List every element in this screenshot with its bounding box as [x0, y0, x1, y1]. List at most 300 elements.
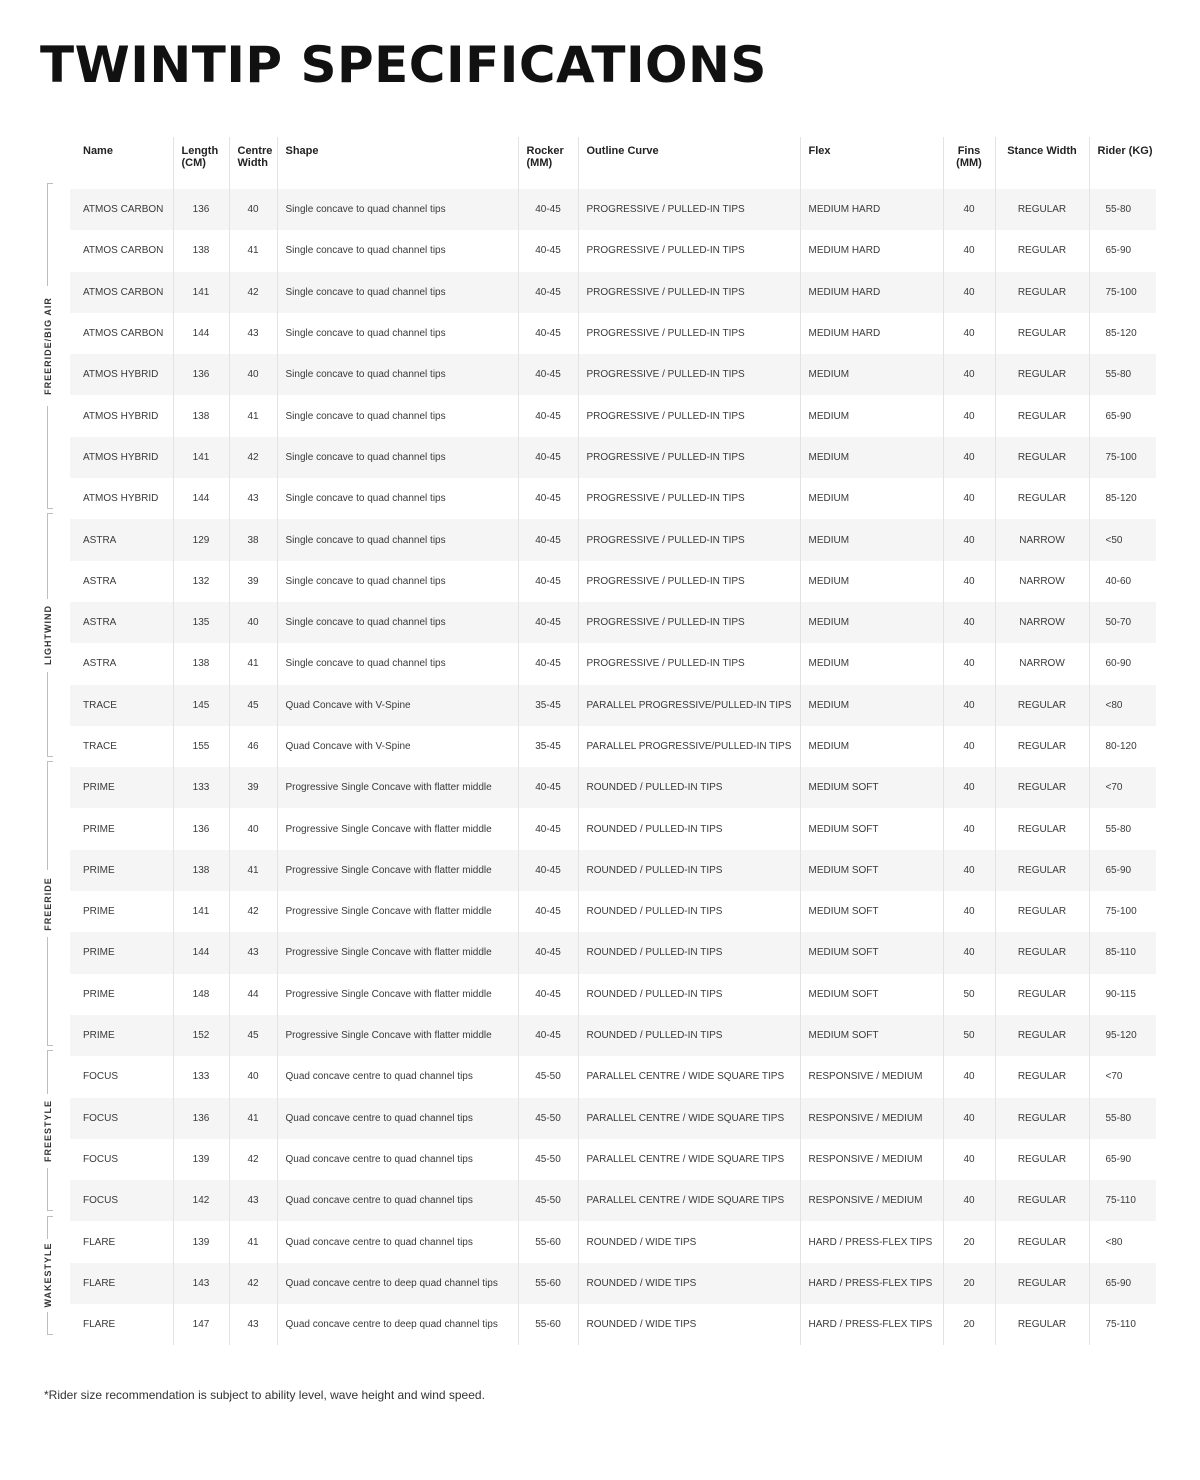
cell-centre-width: 40: [229, 354, 277, 395]
cell-flex: RESPONSIVE / MEDIUM: [800, 1139, 943, 1180]
cell-name: ATMOS HYBRID: [70, 395, 173, 436]
cell-fins: 40: [943, 726, 995, 767]
cell-rider: 65-90: [1089, 850, 1156, 891]
cell-length: 143: [173, 1263, 229, 1304]
cell-shape: Quad concave centre to deep quad channel tips: [277, 1304, 518, 1345]
cell-outline-curve: PARALLEL CENTRE / WIDE SQUARE TIPS: [578, 1139, 800, 1180]
cell-shape: Single concave to quad channel tips: [277, 313, 518, 354]
cell-shape: Quad concave centre to deep quad channel tips: [277, 1263, 518, 1304]
cell-rocker: 45-50: [518, 1139, 578, 1180]
cell-rocker: 45-50: [518, 1180, 578, 1221]
cell-stance-width: REGULAR: [995, 1098, 1089, 1139]
cell-rocker: 40-45: [518, 602, 578, 643]
cell-centre-width: 42: [229, 891, 277, 932]
cell-centre-width: 40: [229, 602, 277, 643]
cell-shape: Single concave to quad channel tips: [277, 519, 518, 560]
cell-rider: 95-120: [1089, 1015, 1156, 1056]
cell-centre-width: 41: [229, 230, 277, 271]
cell-centre-width: 45: [229, 1015, 277, 1056]
cell-flex: MEDIUM: [800, 354, 943, 395]
cell-rocker: 40-45: [518, 478, 578, 519]
cell-outline-curve: ROUNDED / PULLED-IN TIPS: [578, 850, 800, 891]
cell-stance-width: NARROW: [995, 643, 1089, 684]
table-row: [70, 643, 1156, 684]
cell-length: 139: [173, 1221, 229, 1262]
category-bracket: [40, 183, 56, 509]
cell-centre-width: 43: [229, 932, 277, 973]
cell-outline-curve: PARALLEL CENTRE / WIDE SQUARE TIPS: [578, 1180, 800, 1221]
cell-shape: Progressive Single Concave with flatter middle: [277, 850, 518, 891]
cell-outline-curve: PROGRESSIVE / PULLED-IN TIPS: [578, 519, 800, 560]
cell-stance-width: REGULAR: [995, 189, 1089, 230]
table-row: [70, 767, 1156, 808]
cell-outline-curve: PROGRESSIVE / PULLED-IN TIPS: [578, 602, 800, 643]
cell-rocker: 40-45: [518, 272, 578, 313]
table-row: [70, 932, 1156, 973]
header-fins: Fins (MM): [943, 137, 995, 189]
cell-centre-width: 42: [229, 272, 277, 313]
cell-outline-curve: PARALLEL CENTRE / WIDE SQUARE TIPS: [578, 1056, 800, 1097]
cell-fins: 40: [943, 437, 995, 478]
cell-rider: 55-80: [1089, 189, 1156, 230]
cell-length: 135: [173, 602, 229, 643]
cell-rocker: 40-45: [518, 437, 578, 478]
cell-name: PRIME: [70, 974, 173, 1015]
cell-stance-width: REGULAR: [995, 1263, 1089, 1304]
cell-fins: 40: [943, 685, 995, 726]
cell-name: PRIME: [70, 808, 173, 849]
cell-outline-curve: PROGRESSIVE / PULLED-IN TIPS: [578, 643, 800, 684]
cell-fins: 40: [943, 1098, 995, 1139]
cell-rocker: 40-45: [518, 767, 578, 808]
header-stance-width: Stance Width: [995, 137, 1089, 189]
cell-rider: 75-110: [1089, 1180, 1156, 1221]
cell-flex: MEDIUM HARD: [800, 272, 943, 313]
cell-shape: Progressive Single Concave with flatter middle: [277, 891, 518, 932]
cell-length: 138: [173, 395, 229, 436]
cell-name: ATMOS CARBON: [70, 230, 173, 271]
cell-rocker: 40-45: [518, 395, 578, 436]
cell-centre-width: 42: [229, 437, 277, 478]
cell-length: 129: [173, 519, 229, 560]
cell-fins: 40: [943, 561, 995, 602]
cell-outline-curve: PROGRESSIVE / PULLED-IN TIPS: [578, 354, 800, 395]
cell-length: 144: [173, 313, 229, 354]
cell-flex: MEDIUM SOFT: [800, 808, 943, 849]
cell-centre-width: 41: [229, 850, 277, 891]
cell-rider: 90-115: [1089, 974, 1156, 1015]
cell-stance-width: REGULAR: [995, 767, 1089, 808]
cell-centre-width: 39: [229, 561, 277, 602]
cell-rocker: 40-45: [518, 932, 578, 973]
cell-stance-width: REGULAR: [995, 478, 1089, 519]
cell-shape: Quad concave centre to quad channel tips: [277, 1056, 518, 1097]
cell-fins: 40: [943, 932, 995, 973]
cell-outline-curve: PROGRESSIVE / PULLED-IN TIPS: [578, 230, 800, 271]
cell-stance-width: REGULAR: [995, 850, 1089, 891]
cell-name: ATMOS HYBRID: [70, 478, 173, 519]
cell-flex: MEDIUM: [800, 478, 943, 519]
cell-length: 139: [173, 1139, 229, 1180]
cell-rocker: 40-45: [518, 1015, 578, 1056]
table-row: [70, 230, 1156, 271]
cell-rocker: 55-60: [518, 1263, 578, 1304]
cell-length: 141: [173, 272, 229, 313]
cell-centre-width: 39: [229, 767, 277, 808]
cell-flex: MEDIUM: [800, 726, 943, 767]
cell-name: FOCUS: [70, 1056, 173, 1097]
cell-rocker: 40-45: [518, 891, 578, 932]
cell-rocker: 45-50: [518, 1056, 578, 1097]
cell-shape: Quad concave centre to quad channel tips: [277, 1098, 518, 1139]
cell-rocker: 55-60: [518, 1304, 578, 1345]
table-row: [70, 602, 1156, 643]
cell-rocker: 40-45: [518, 313, 578, 354]
cell-name: ASTRA: [70, 602, 173, 643]
cell-centre-width: 41: [229, 1221, 277, 1262]
table-row: [70, 561, 1156, 602]
cell-fins: 40: [943, 189, 995, 230]
cell-stance-width: REGULAR: [995, 1056, 1089, 1097]
specifications-table: [70, 137, 1156, 1345]
header-flex: Flex: [800, 137, 943, 189]
category-label: WAKESTYLE: [43, 1242, 53, 1308]
cell-shape: Single concave to quad channel tips: [277, 437, 518, 478]
cell-stance-width: REGULAR: [995, 974, 1089, 1015]
cell-rocker: 40-45: [518, 974, 578, 1015]
cell-length: 147: [173, 1304, 229, 1345]
cell-flex: MEDIUM: [800, 643, 943, 684]
category-label: FREERIDE: [43, 876, 53, 931]
cell-outline-curve: PROGRESSIVE / PULLED-IN TIPS: [578, 272, 800, 313]
cell-outline-curve: PROGRESSIVE / PULLED-IN TIPS: [578, 561, 800, 602]
category-bracket: [40, 1050, 56, 1211]
cell-outline-curve: PROGRESSIVE / PULLED-IN TIPS: [578, 189, 800, 230]
cell-flex: MEDIUM: [800, 602, 943, 643]
cell-fins: 40: [943, 354, 995, 395]
cell-name: PRIME: [70, 932, 173, 973]
cell-stance-width: REGULAR: [995, 808, 1089, 849]
header-length: Length (CM): [173, 137, 229, 189]
category-label: LIGHTWIND: [43, 605, 53, 666]
cell-rocker: 40-45: [518, 850, 578, 891]
cell-fins: 50: [943, 974, 995, 1015]
cell-centre-width: 43: [229, 1180, 277, 1221]
cell-stance-width: REGULAR: [995, 1304, 1089, 1345]
table-row: [70, 808, 1156, 849]
category-bracket: [40, 761, 56, 1046]
cell-centre-width: 42: [229, 1139, 277, 1180]
cell-rider: 80-120: [1089, 726, 1156, 767]
cell-centre-width: 41: [229, 1098, 277, 1139]
header-shape: Shape: [277, 137, 518, 189]
cell-shape: Quad Concave with V-Spine: [277, 726, 518, 767]
cell-centre-width: 43: [229, 313, 277, 354]
cell-shape: Quad concave centre to quad channel tips: [277, 1180, 518, 1221]
table-row: [70, 313, 1156, 354]
cell-rider: 40-60: [1089, 561, 1156, 602]
cell-rocker: 35-45: [518, 685, 578, 726]
cell-flex: MEDIUM: [800, 395, 943, 436]
table-row: [70, 272, 1156, 313]
cell-shape: Single concave to quad channel tips: [277, 354, 518, 395]
table-row: [70, 974, 1156, 1015]
cell-rider: 75-110: [1089, 1304, 1156, 1345]
cell-stance-width: REGULAR: [995, 685, 1089, 726]
cell-name: TRACE: [70, 685, 173, 726]
cell-fins: 20: [943, 1263, 995, 1304]
table-row: [70, 189, 1156, 230]
table-row: [70, 354, 1156, 395]
cell-shape: Single concave to quad channel tips: [277, 395, 518, 436]
cell-rider: 65-90: [1089, 1263, 1156, 1304]
cell-fins: 40: [943, 850, 995, 891]
cell-outline-curve: ROUNDED / PULLED-IN TIPS: [578, 891, 800, 932]
cell-fins: 40: [943, 767, 995, 808]
cell-rocker: 40-45: [518, 561, 578, 602]
cell-centre-width: 41: [229, 643, 277, 684]
table-row: [70, 1263, 1156, 1304]
cell-flex: MEDIUM: [800, 685, 943, 726]
cell-stance-width: REGULAR: [995, 230, 1089, 271]
cell-shape: Progressive Single Concave with flatter middle: [277, 767, 518, 808]
cell-outline-curve: PARALLEL PROGRESSIVE/PULLED-IN TIPS: [578, 726, 800, 767]
cell-shape: Quad Concave with V-Spine: [277, 685, 518, 726]
cell-flex: MEDIUM: [800, 561, 943, 602]
cell-fins: 40: [943, 230, 995, 271]
cell-fins: 40: [943, 1139, 995, 1180]
cell-rider: <80: [1089, 1221, 1156, 1262]
cell-flex: MEDIUM: [800, 437, 943, 478]
table-body: [70, 189, 1156, 1345]
cell-rider: 85-110: [1089, 932, 1156, 973]
cell-outline-curve: PROGRESSIVE / PULLED-IN TIPS: [578, 437, 800, 478]
cell-rider: 55-80: [1089, 1098, 1156, 1139]
cell-fins: 40: [943, 643, 995, 684]
cell-flex: MEDIUM SOFT: [800, 974, 943, 1015]
cell-shape: Single concave to quad channel tips: [277, 189, 518, 230]
cell-stance-width: REGULAR: [995, 1015, 1089, 1056]
header-rocker: Rocker (MM): [518, 137, 578, 189]
table-row: [70, 1056, 1156, 1097]
cell-length: 132: [173, 561, 229, 602]
cell-length: 136: [173, 354, 229, 395]
header-centre-width: Centre Width: [229, 137, 277, 189]
cell-stance-width: REGULAR: [995, 1221, 1089, 1262]
table-row: [70, 1139, 1156, 1180]
cell-outline-curve: PARALLEL PROGRESSIVE/PULLED-IN TIPS: [578, 685, 800, 726]
cell-length: 138: [173, 230, 229, 271]
cell-shape: Quad concave centre to quad channel tips: [277, 1139, 518, 1180]
cell-fins: 40: [943, 519, 995, 560]
cell-outline-curve: PROGRESSIVE / PULLED-IN TIPS: [578, 313, 800, 354]
cell-rocker: 40-45: [518, 519, 578, 560]
cell-flex: RESPONSIVE / MEDIUM: [800, 1098, 943, 1139]
cell-stance-width: REGULAR: [995, 932, 1089, 973]
cell-rocker: 40-45: [518, 354, 578, 395]
cell-length: 136: [173, 808, 229, 849]
cell-centre-width: 41: [229, 395, 277, 436]
cell-rocker: 40-45: [518, 230, 578, 271]
cell-centre-width: 38: [229, 519, 277, 560]
cell-rider: 65-90: [1089, 230, 1156, 271]
cell-stance-width: NARROW: [995, 519, 1089, 560]
cell-shape: Single concave to quad channel tips: [277, 643, 518, 684]
cell-rider: 85-120: [1089, 313, 1156, 354]
cell-name: FLARE: [70, 1221, 173, 1262]
cell-name: FOCUS: [70, 1180, 173, 1221]
cell-shape: Single concave to quad channel tips: [277, 272, 518, 313]
cell-outline-curve: ROUNDED / PULLED-IN TIPS: [578, 932, 800, 973]
cell-name: TRACE: [70, 726, 173, 767]
cell-fins: 40: [943, 602, 995, 643]
cell-length: 144: [173, 932, 229, 973]
cell-name: PRIME: [70, 850, 173, 891]
cell-fins: 40: [943, 272, 995, 313]
header-rider: Rider (KG): [1089, 137, 1156, 189]
cell-outline-curve: PARALLEL CENTRE / WIDE SQUARE TIPS: [578, 1098, 800, 1139]
cell-rider: 65-90: [1089, 1139, 1156, 1180]
table-header-row: [70, 137, 1156, 189]
table-row: [70, 395, 1156, 436]
cell-stance-width: NARROW: [995, 561, 1089, 602]
category-bracket: [40, 513, 56, 757]
cell-flex: MEDIUM SOFT: [800, 1015, 943, 1056]
cell-stance-width: REGULAR: [995, 313, 1089, 354]
cell-flex: MEDIUM HARD: [800, 189, 943, 230]
cell-shape: Single concave to quad channel tips: [277, 478, 518, 519]
cell-rocker: 55-60: [518, 1221, 578, 1262]
cell-name: PRIME: [70, 1015, 173, 1056]
cell-rider: <70: [1089, 1056, 1156, 1097]
cell-centre-width: 44: [229, 974, 277, 1015]
cell-centre-width: 45: [229, 685, 277, 726]
cell-rider: 75-100: [1089, 891, 1156, 932]
cell-flex: MEDIUM: [800, 519, 943, 560]
cell-stance-width: REGULAR: [995, 1180, 1089, 1221]
table-row: [70, 1304, 1156, 1345]
cell-rider: <70: [1089, 767, 1156, 808]
table-row: [70, 850, 1156, 891]
cell-length: 141: [173, 891, 229, 932]
cell-rider: 85-120: [1089, 478, 1156, 519]
cell-length: 142: [173, 1180, 229, 1221]
cell-outline-curve: ROUNDED / WIDE TIPS: [578, 1263, 800, 1304]
cell-flex: MEDIUM HARD: [800, 230, 943, 271]
table-row: [70, 726, 1156, 767]
cell-name: FLARE: [70, 1304, 173, 1345]
cell-outline-curve: ROUNDED / PULLED-IN TIPS: [578, 767, 800, 808]
cell-shape: Progressive Single Concave with flatter middle: [277, 974, 518, 1015]
cell-rider: <50: [1089, 519, 1156, 560]
cell-stance-width: REGULAR: [995, 1139, 1089, 1180]
cell-centre-width: 40: [229, 808, 277, 849]
cell-rocker: 40-45: [518, 808, 578, 849]
cell-outline-curve: PROGRESSIVE / PULLED-IN TIPS: [578, 478, 800, 519]
cell-fins: 40: [943, 478, 995, 519]
cell-fins: 40: [943, 808, 995, 849]
table-row: [70, 437, 1156, 478]
cell-stance-width: REGULAR: [995, 726, 1089, 767]
cell-outline-curve: ROUNDED / WIDE TIPS: [578, 1221, 800, 1262]
category-bracket: [40, 1216, 56, 1336]
cell-stance-width: NARROW: [995, 602, 1089, 643]
cell-length: 138: [173, 850, 229, 891]
cell-flex: RESPONSIVE / MEDIUM: [800, 1180, 943, 1221]
cell-flex: HARD / PRESS-FLEX TIPS: [800, 1304, 943, 1345]
cell-flex: MEDIUM SOFT: [800, 767, 943, 808]
cell-flex: MEDIUM SOFT: [800, 932, 943, 973]
cell-centre-width: 43: [229, 478, 277, 519]
cell-length: 155: [173, 726, 229, 767]
cell-flex: RESPONSIVE / MEDIUM: [800, 1056, 943, 1097]
cell-fins: 40: [943, 1056, 995, 1097]
category-label: FREERIDE/BIG AIR: [43, 297, 53, 396]
cell-shape: Progressive Single Concave with flatter middle: [277, 932, 518, 973]
cell-name: PRIME: [70, 767, 173, 808]
footnote: *Rider size recommendation is subject to ability level, wave height and wind speed.: [44, 1388, 485, 1402]
cell-length: 133: [173, 1056, 229, 1097]
table-row: [70, 519, 1156, 560]
cell-rocker: 45-50: [518, 1098, 578, 1139]
cell-outline-curve: ROUNDED / PULLED-IN TIPS: [578, 1015, 800, 1056]
cell-centre-width: 42: [229, 1263, 277, 1304]
table-row: [70, 891, 1156, 932]
cell-length: 136: [173, 1098, 229, 1139]
header-outline-curve: Outline Curve: [578, 137, 800, 189]
cell-length: 145: [173, 685, 229, 726]
cell-outline-curve: ROUNDED / PULLED-IN TIPS: [578, 974, 800, 1015]
cell-length: 152: [173, 1015, 229, 1056]
cell-name: ASTRA: [70, 561, 173, 602]
cell-flex: MEDIUM HARD: [800, 313, 943, 354]
table-row: [70, 478, 1156, 519]
cell-fins: 40: [943, 313, 995, 354]
cell-rider: 60-90: [1089, 643, 1156, 684]
cell-fins: 20: [943, 1221, 995, 1262]
cell-rocker: 35-45: [518, 726, 578, 767]
cell-stance-width: REGULAR: [995, 437, 1089, 478]
table-row: [70, 1180, 1156, 1221]
cell-name: ATMOS CARBON: [70, 313, 173, 354]
cell-stance-width: REGULAR: [995, 891, 1089, 932]
cell-name: ATMOS HYBRID: [70, 354, 173, 395]
cell-rider: 75-100: [1089, 272, 1156, 313]
cell-outline-curve: ROUNDED / WIDE TIPS: [578, 1304, 800, 1345]
cell-fins: 40: [943, 395, 995, 436]
cell-flex: MEDIUM SOFT: [800, 891, 943, 932]
cell-flex: MEDIUM SOFT: [800, 850, 943, 891]
cell-name: ASTRA: [70, 643, 173, 684]
table-row: [70, 685, 1156, 726]
cell-centre-width: 40: [229, 1056, 277, 1097]
cell-name: FOCUS: [70, 1098, 173, 1139]
header-name: Name: [83, 145, 113, 157]
cell-name: ATMOS CARBON: [70, 189, 173, 230]
cell-stance-width: REGULAR: [995, 395, 1089, 436]
cell-fins: 40: [943, 891, 995, 932]
cell-rider: 55-80: [1089, 354, 1156, 395]
cell-outline-curve: ROUNDED / PULLED-IN TIPS: [578, 808, 800, 849]
cell-name: ATMOS HYBRID: [70, 437, 173, 478]
cell-centre-width: 43: [229, 1304, 277, 1345]
cell-name: PRIME: [70, 891, 173, 932]
cell-rocker: 40-45: [518, 643, 578, 684]
cell-shape: Progressive Single Concave with flatter middle: [277, 808, 518, 849]
cell-rider: 50-70: [1089, 602, 1156, 643]
cell-name: ASTRA: [70, 519, 173, 560]
cell-rocker: 40-45: [518, 189, 578, 230]
